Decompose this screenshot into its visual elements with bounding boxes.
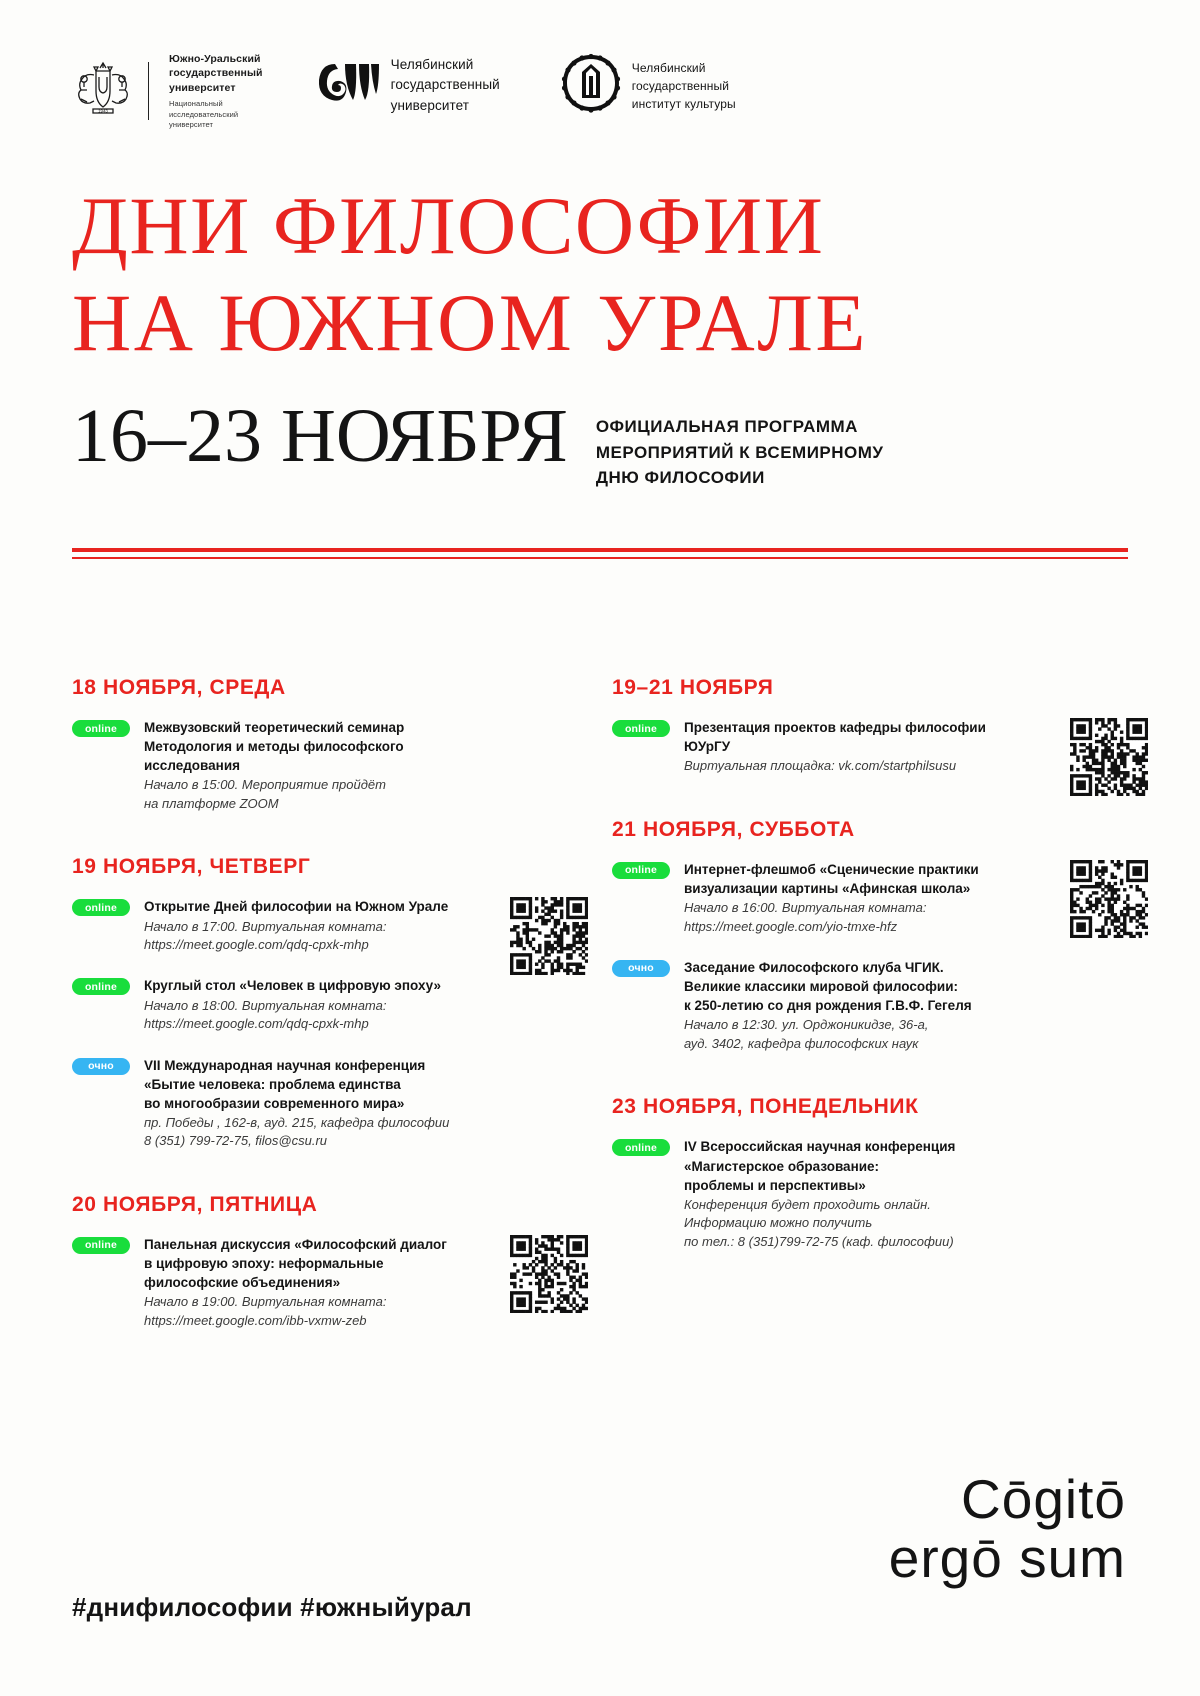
qr-code-icon[interactable] (1070, 718, 1148, 796)
day-heading: 19 НОЯБРЯ, ЧЕТВЕРГ (72, 855, 311, 879)
chgik-logo-text (632, 59, 736, 113)
event-title-line: Интернет-флешмоб «Сценические практики (684, 861, 979, 877)
event-title-line: к 250-летию со дня рождения Г.В.Ф. Гегеля (684, 998, 972, 1014)
event-title-line: во многообразии современного мира» (144, 1095, 405, 1111)
event-title-line: Открытие Дней философии на Южном Урале (144, 899, 449, 915)
program-column-left (72, 676, 582, 1352)
event-title-line: «Магистерское образование: (684, 1158, 880, 1174)
format-badge: online (612, 1139, 670, 1156)
subtitle-line-3: ДНЮ ФИЛОСОФИИ (595, 468, 765, 487)
chgik-wreath-icon (560, 52, 622, 119)
event-body (684, 958, 1142, 1053)
event-note-line: Начало в 17:00. Виртуальная комната: (144, 918, 387, 934)
day-heading: 20 НОЯБРЯ, ПЯТНИЦА (72, 1192, 318, 1216)
format-badge: online (72, 899, 130, 916)
event-item (72, 1056, 582, 1151)
event-note-line[interactable]: https://meet.google.com/ibb-vxmw-zeb (144, 1312, 367, 1328)
event-body (684, 1137, 1142, 1251)
divider-rules (72, 548, 1128, 559)
program-columns (72, 676, 1142, 1352)
format-badge: online (72, 978, 130, 995)
csu-logo-text (391, 55, 500, 116)
event-note-line: Начало в 16:00. Виртуальная комната: (684, 900, 927, 916)
format-badge: online (72, 1237, 130, 1254)
susu-logo-text (169, 52, 263, 130)
event-item (72, 976, 582, 1033)
event-title-line: Методология и методы философского (144, 739, 404, 755)
chgik-line-1: Челябинский (631, 60, 706, 75)
event-note-line: ауд. 3402, кафедра философских наук (684, 1035, 919, 1051)
event-body (144, 1056, 582, 1151)
cogito-line-2: ergō sum (888, 1527, 1126, 1590)
event-item (612, 1137, 1142, 1251)
event-title-line: ЮУрГУ (684, 739, 731, 755)
event-item (72, 1235, 582, 1330)
csu-line-2: государственный (390, 77, 500, 93)
subtitle-line-1: ОФИЦИАЛЬНАЯ ПРОГРАММА (595, 417, 858, 436)
event-item (72, 718, 582, 813)
susu-logo (72, 52, 263, 130)
susu-sub-2: исследовательский (169, 109, 239, 119)
divider-thin (72, 557, 1128, 559)
event-title-line: философские объединения» (144, 1275, 341, 1291)
event-note (684, 1016, 1142, 1053)
event-title-line: Круглый стол «Человек в цифровую эпоху» (144, 978, 441, 994)
day-heading: 18 НОЯБРЯ, СРЕДА (72, 676, 286, 699)
format-badge: online (612, 862, 670, 879)
headline-line-2: НА ЮЖНОМ УРАЛЕ (72, 276, 868, 368)
event-note-line: по тел.: 8 (351)799-72-75 (каф. философии) (684, 1233, 954, 1249)
event-note-line[interactable]: https://meet.google.com/yio-tmxe-hfz (684, 918, 898, 934)
divider-thick (72, 548, 1128, 552)
csu-line-1: Челябинский (390, 57, 474, 73)
event-note-line[interactable]: https://meet.google.com/qdq-cpxk-mhp (144, 1016, 369, 1032)
format-badge: очно (72, 1058, 130, 1075)
day-heading: 19–21 НОЯБРЯ (612, 676, 774, 699)
qr-code-icon[interactable] (1070, 860, 1148, 938)
svg-text:1943: 1943 (98, 109, 108, 115)
chgik-logo (560, 52, 736, 119)
event-title-line: VII Международная научная конференция (144, 1057, 426, 1073)
event-title (144, 1056, 582, 1113)
event-note-line: Информацию можно получить (684, 1215, 873, 1231)
event-note-line: пр. Победы , 162-в, ауд. 215, кафедра философии (144, 1114, 450, 1130)
dateline-row (72, 394, 1128, 491)
format-badge: online (72, 720, 130, 737)
headline-line-1: ДНИ ФИЛОСОФИИ (72, 180, 825, 271)
susu-line-1: Южно-Уральский (169, 53, 261, 65)
csu-spiral-icon (315, 52, 381, 119)
event-title (684, 1137, 1142, 1194)
chgik-line-2: государственный (631, 78, 730, 93)
event-title (144, 976, 582, 995)
event-title-line: Заседание Философского клуба ЧГИК. (684, 959, 944, 975)
event-title-line: Панельная дискуссия «Философский диалог (144, 1236, 447, 1252)
poster-subtitle (596, 414, 884, 491)
event-title-line: Презентация проектов кафедры философии (684, 720, 986, 735)
event-note-line: Начало в 15:00. Мероприятие пройдёт (144, 777, 386, 793)
event-note (144, 776, 582, 813)
event-note (144, 997, 582, 1034)
poster-dates: 16–23 НОЯБРЯ (72, 394, 568, 478)
cogito-ergo-sum-mark (889, 1470, 1126, 1589)
event-note-line[interactable]: Виртуальная площадка: vk.com/startphilsusu (684, 758, 957, 774)
logo-bar (72, 52, 1128, 138)
event-title (684, 958, 1142, 1015)
event-body (144, 976, 582, 1033)
event-title-line: проблемы и перспективы» (684, 1177, 866, 1193)
event-note-line: на платформе ZOOM (144, 795, 279, 811)
susu-sub-1: Национальный (169, 99, 223, 109)
format-badge: очно (612, 960, 670, 977)
event-note-line: Конференция будет проходить онлайн. (684, 1196, 931, 1212)
logo-divider (148, 62, 149, 120)
subtitle-line-2: МЕРОПРИЯТИЙ К ВСЕМИРНОМУ (595, 442, 884, 462)
format-badge: online (612, 720, 670, 737)
event-title-line: IV Всероссийская научная конференция (684, 1139, 956, 1155)
csu-logo (315, 52, 500, 119)
event-note-line: Начало в 18:00. Виртуальная комната: (144, 997, 387, 1013)
event-title-line: «Бытие человека: проблема единства (144, 1076, 401, 1092)
event-note-line[interactable]: https://meet.google.com/qdq-cpxk-mhp (144, 936, 369, 952)
event-title-line: визуализации картины «Афинская школа» (684, 880, 971, 896)
susu-coat-of-arms-icon (72, 57, 134, 124)
event-note-line: Начало в 12:30. ул. Орджоникидзе, 36-а, (684, 1017, 929, 1033)
day-heading: 23 НОЯБРЯ, ПОНЕДЕЛЬНИК (612, 1095, 919, 1119)
event-title-line: Межвузовский теоретический семинар (144, 720, 405, 735)
qr-code-icon[interactable] (510, 1235, 588, 1313)
event-note (144, 1114, 582, 1151)
event-item (72, 897, 582, 954)
susu-line-2: государственный (169, 67, 263, 80)
susu-sub-3: университет (169, 119, 214, 129)
event-title-line: в цифровую эпоху: неформальные (144, 1256, 384, 1272)
chgik-line-3: институт культуры (631, 96, 736, 111)
event-title-line: Великие классики мировой философии: (684, 979, 959, 995)
cogito-line-1: Cōgitō (961, 1468, 1126, 1530)
event-note-line: Начало в 19:00. Виртуальная комната: (144, 1294, 387, 1310)
event-title (144, 718, 582, 775)
event-title-line: исследования (144, 758, 240, 774)
program-column-right (612, 676, 1142, 1352)
event-item (612, 718, 1142, 776)
qr-code-icon[interactable] (510, 897, 588, 975)
hashtags: #днифилософии #южныйурал (72, 1592, 472, 1622)
poster-headline (72, 178, 868, 372)
event-note-line: 8 (351) 799-72-75, filos@csu.ru (144, 1133, 328, 1149)
day-heading: 21 НОЯБРЯ, СУББОТА (612, 817, 855, 841)
event-note (684, 1196, 1142, 1251)
event-item (612, 958, 1142, 1053)
event-body (144, 718, 582, 813)
csu-line-3: университет (390, 97, 470, 113)
event-item (612, 860, 1142, 936)
susu-line-3: университет (169, 81, 236, 94)
